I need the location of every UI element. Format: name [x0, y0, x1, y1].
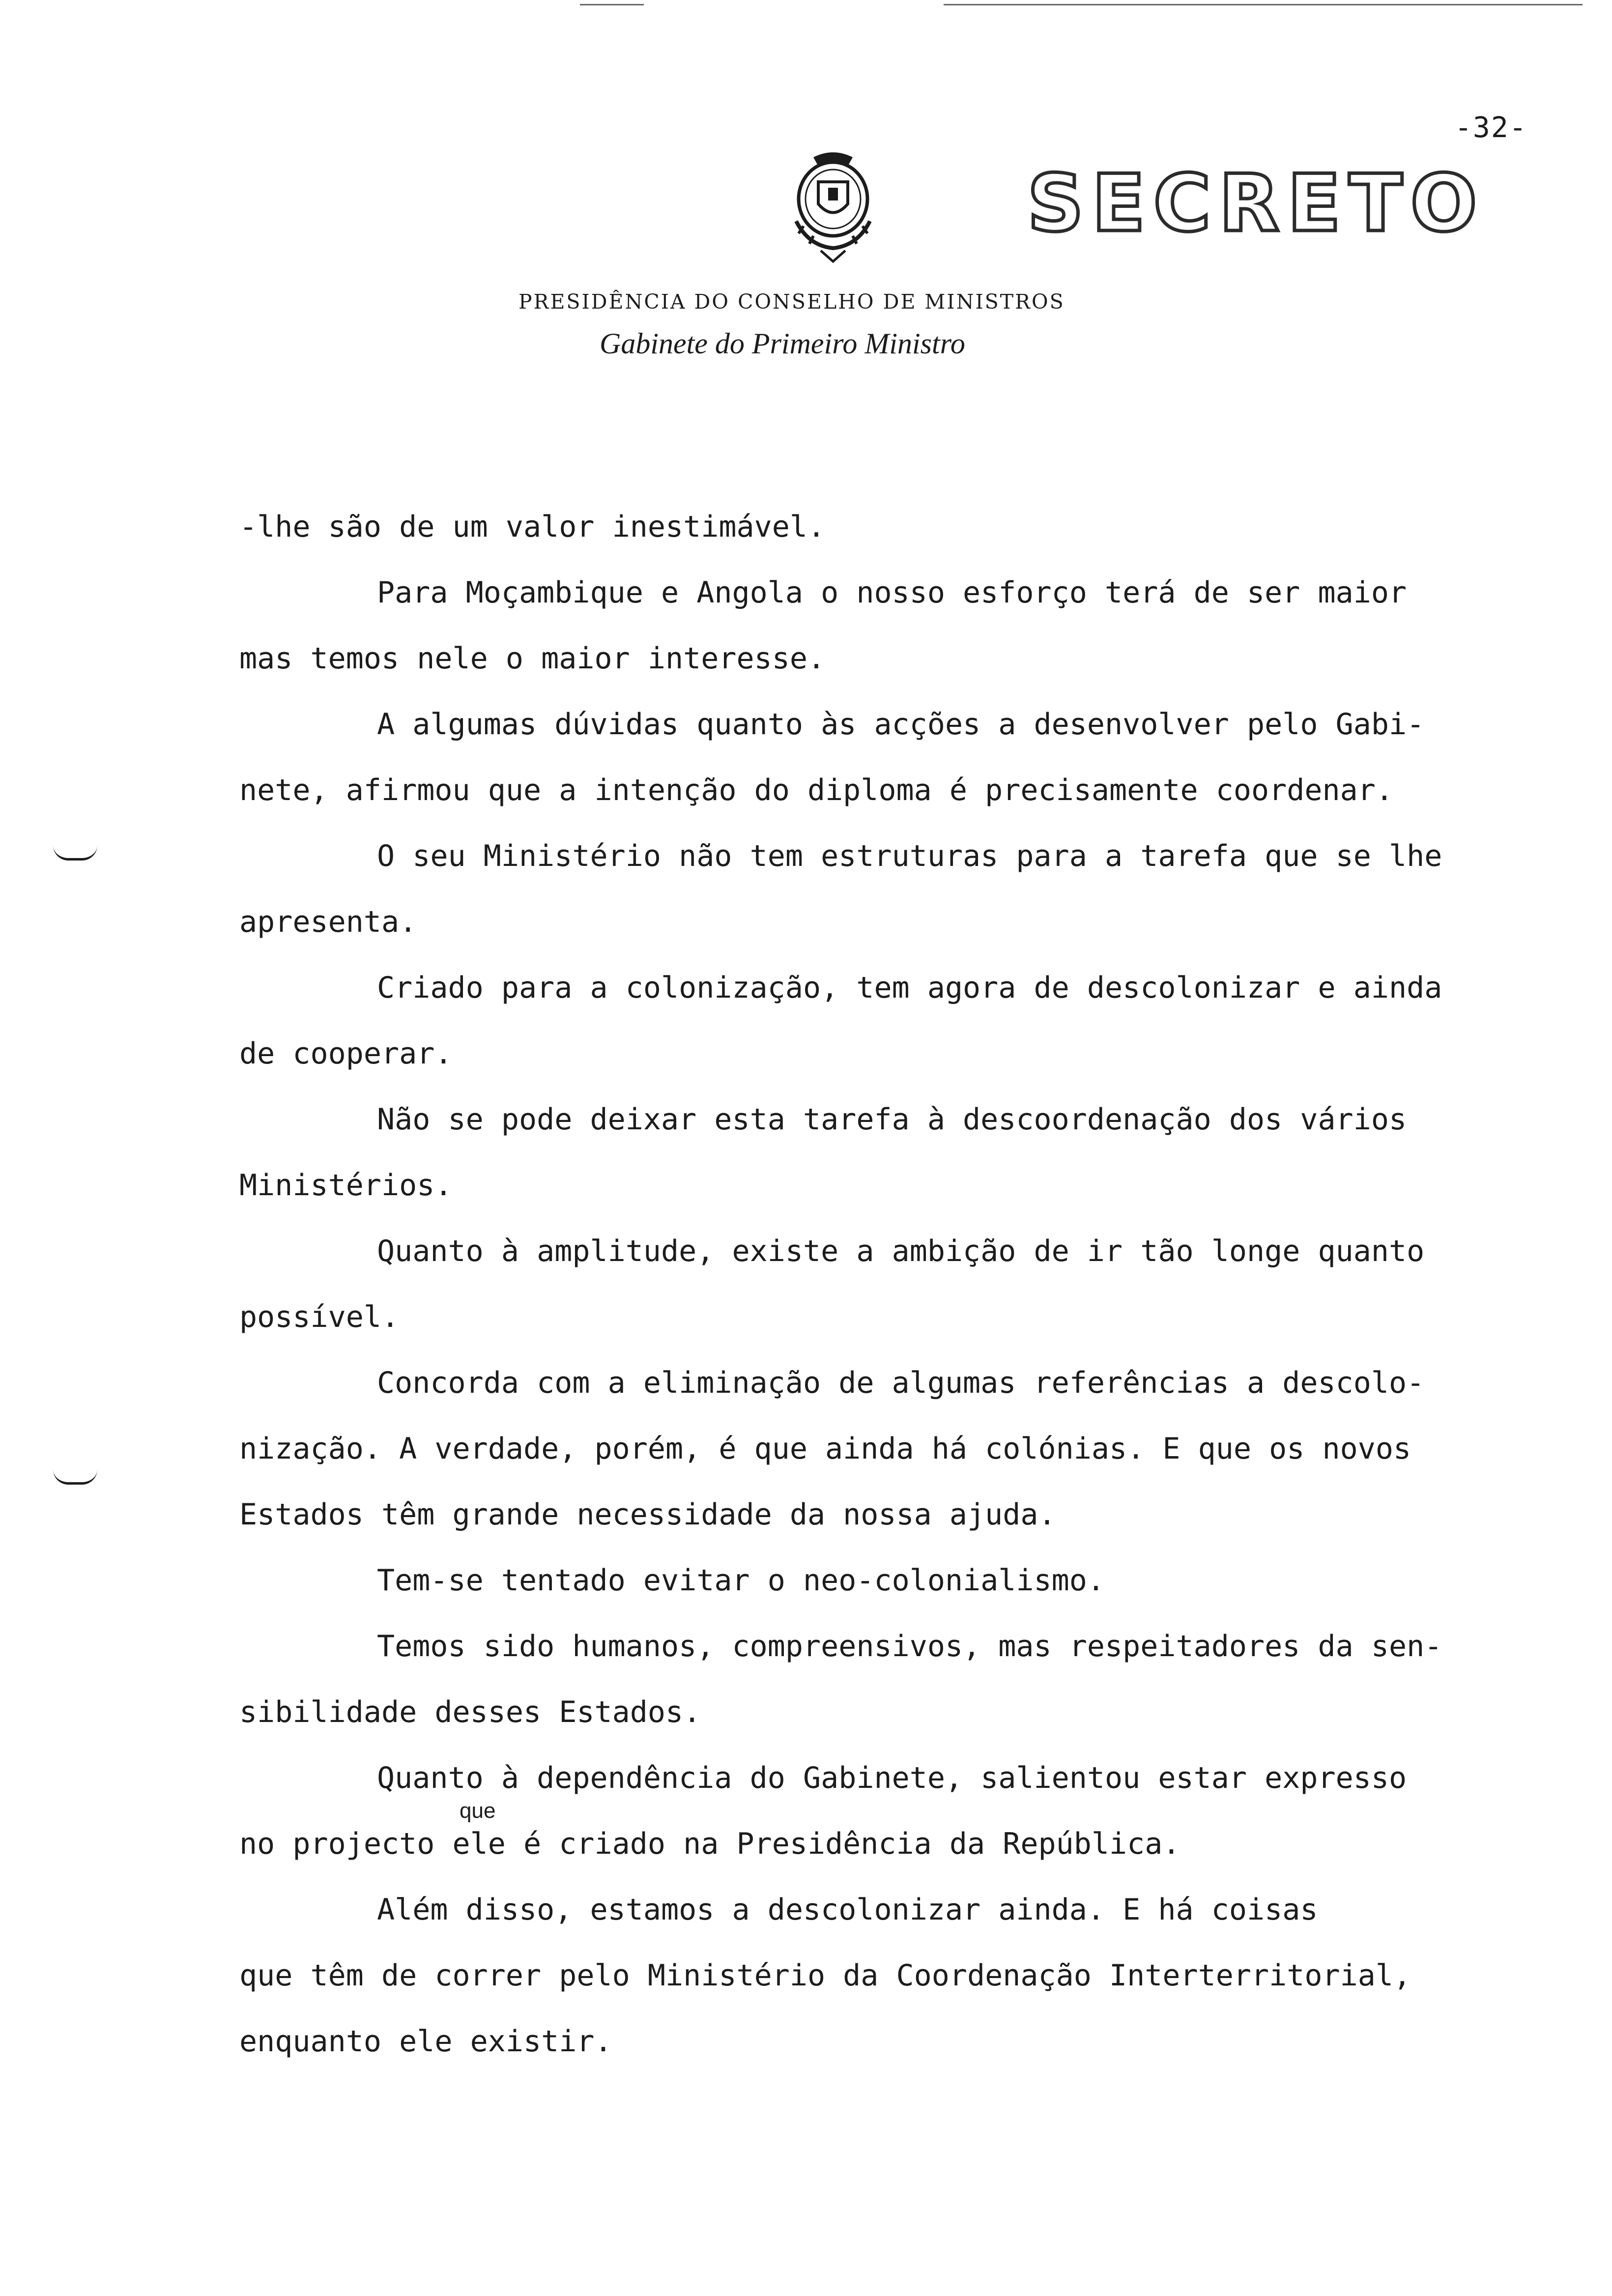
- text-line: sibilidade desses Estados.: [239, 1695, 701, 1729]
- hole-punch-mark: [53, 845, 97, 861]
- text-line: apresenta.: [239, 905, 417, 939]
- text-line: de cooperar.: [239, 1036, 453, 1071]
- text-line: A algumas dúvidas quanto às acções a desenvolver pelo Gabi-: [377, 707, 1425, 742]
- scan-edge-line: [580, 4, 644, 5]
- page-number: -32-: [1455, 111, 1527, 144]
- text-line: Estados têm grande necessidade da nossa ajuda.: [239, 1497, 1056, 1532]
- text-line: enquanto ele existir.: [239, 2024, 612, 2059]
- institution-name: PRESIDÊNCIA DO CONSELHO DE MINISTROS: [518, 290, 1065, 314]
- coat-of-arms-icon: [779, 147, 887, 265]
- text-line: nete, afirmou que a intenção do diploma é precisamente coordenar.: [239, 773, 1393, 807]
- classification-stamp: SECRETO: [1027, 157, 1485, 249]
- text-line: Não se pode deixar esta tarefa à descoordenação dos vários: [377, 1102, 1407, 1137]
- text-line: Além disso, estamos a descolonizar ainda. E há coisas: [377, 1893, 1318, 1927]
- text-line: Tem-se tentado evitar o neo-colonialismo.: [377, 1563, 1105, 1598]
- document-body: [239, 494, 1566, 2074]
- office-name: Gabinete do Primeiro Ministro: [600, 327, 965, 360]
- text-line: que têm de correr pelo Ministério da Coordenação Interterritorial,: [239, 1958, 1411, 1993]
- scan-edge-line: [944, 4, 1583, 5]
- text-line: no projecto ele é criado na Presidência da República.: [239, 1827, 1180, 1861]
- text-line: Para Moçambique e Angola o nosso esforço terá de ser maior: [377, 575, 1407, 610]
- text-line: Criado para a colonização, tem agora de descolonizar e ainda: [377, 971, 1442, 1005]
- text-line: O seu Ministério não tem estruturas para a tarefa que se lhe: [377, 839, 1442, 873]
- handwritten-insertion: que: [460, 1799, 496, 1823]
- text-line: Concorda com a eliminação de algumas referências a descolo-: [377, 1366, 1425, 1400]
- text-line: nização. A verdade, porém, é que ainda há colónias. E que os novos: [239, 1432, 1411, 1466]
- hole-punch-mark: [53, 1469, 97, 1485]
- text-line: -lhe são de um valor inestimável.: [239, 510, 826, 544]
- text-line: Quanto à amplitude, existe a ambição de ir tão longe quanto: [377, 1234, 1425, 1268]
- text-line: Quanto à dependência do Gabinete, salientou estar expresso: [377, 1761, 1407, 1795]
- text-line: Temos sido humanos, compreensivos, mas respeitadores da sen-: [377, 1629, 1442, 1664]
- text-line: Ministérios.: [239, 1168, 453, 1203]
- text-line: mas temos nele o maior interesse.: [239, 641, 826, 676]
- text-line: possível.: [239, 1300, 400, 1334]
